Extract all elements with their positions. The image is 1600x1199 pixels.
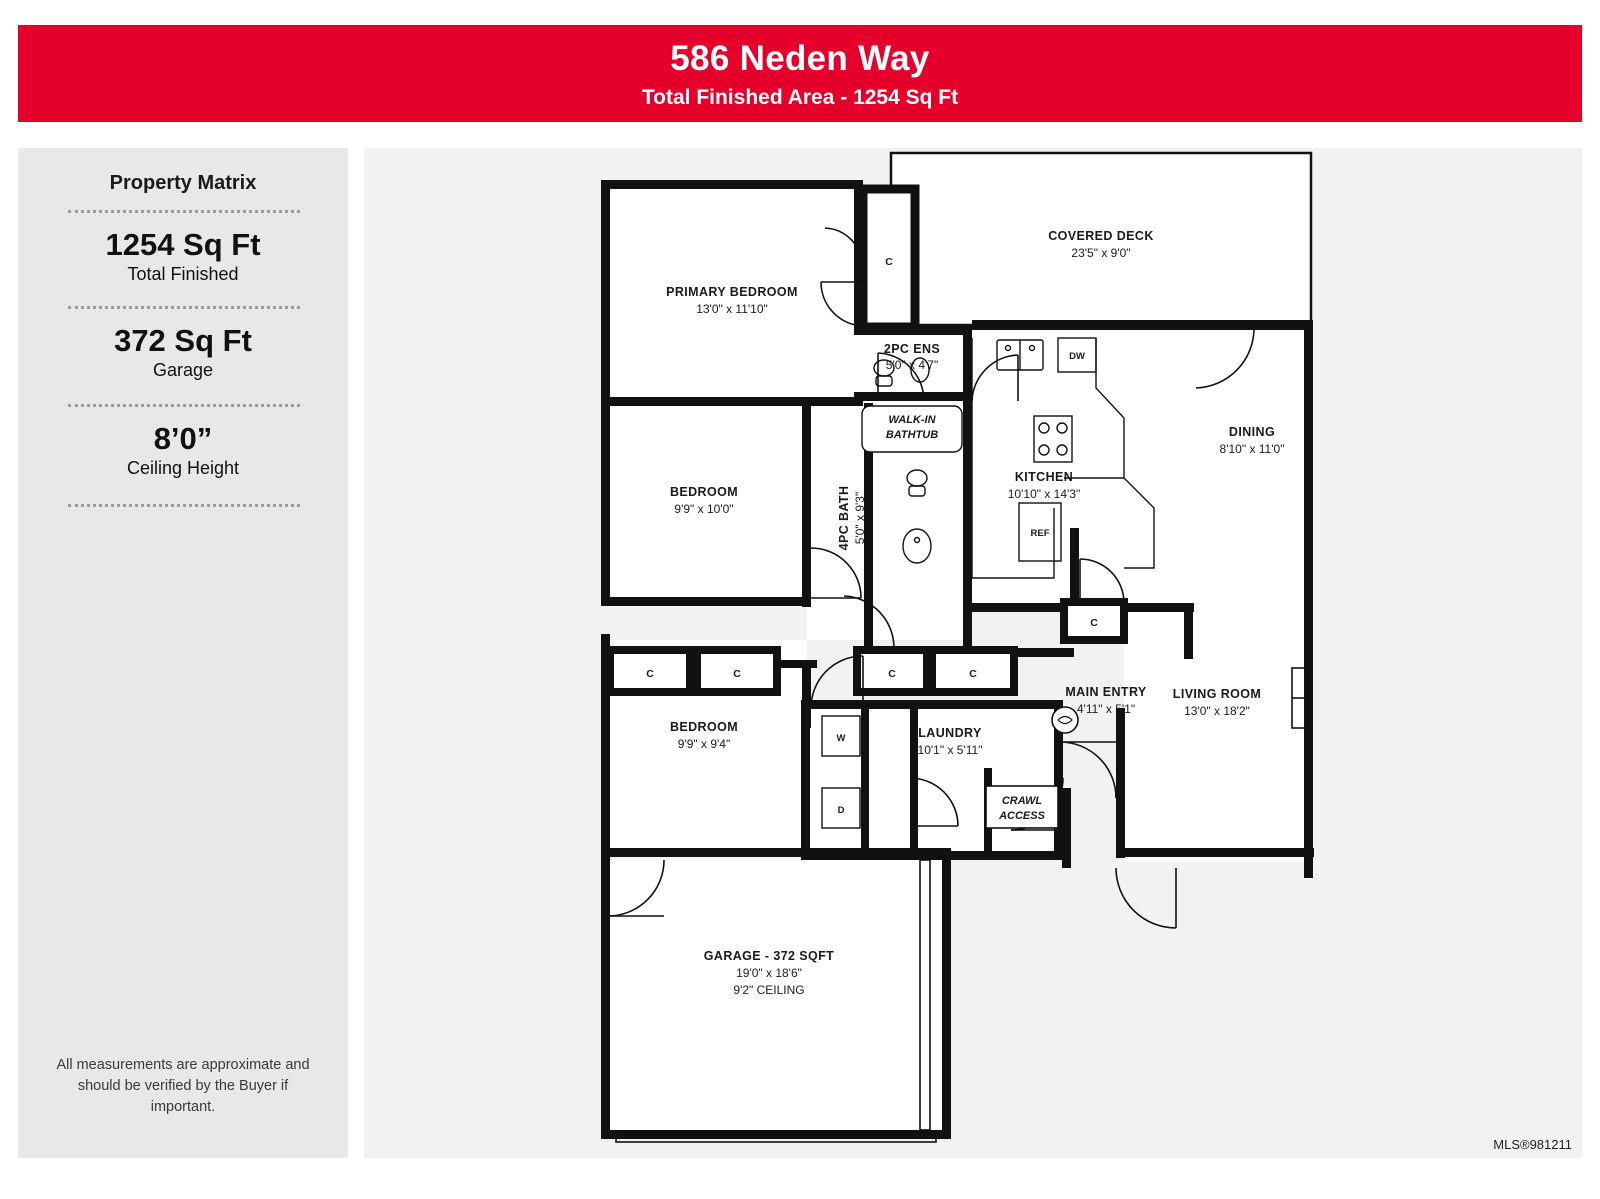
room-dim-covered-deck: 23'5" x 9'0" (1071, 246, 1131, 260)
room-dim-2pc-ens: 5'0" x 4'7" (885, 358, 939, 372)
floorplan-drawing (364, 148, 1582, 1158)
walk-in-bathtub-label-line1: WALK-IN (888, 414, 936, 426)
room-dim-living-room: 13'0" x 18'2" (1184, 704, 1250, 718)
room-dim-garage: 19'0" x 18'6" (736, 966, 802, 980)
closet-label: C (888, 668, 896, 680)
room-label-laundry: LAUNDRY (918, 726, 982, 740)
measurements-disclaimer: All measurements are approximate and should be verified by the Buyer if important. (56, 1056, 310, 1115)
dishwasher-label: DW (1069, 351, 1085, 362)
room-label-main-entry: MAIN ENTRY (1065, 685, 1147, 699)
stat-total-finished-value: 1254 Sq Ft (105, 227, 261, 262)
room-label-covered-deck: COVERED DECK (1048, 229, 1154, 243)
divider (68, 210, 300, 213)
room-dim-bedroom-3: 9'9" x 9'4" (677, 737, 731, 751)
washer-label: W (836, 733, 846, 744)
room-label-4pc-bath: 4PC BATH (837, 485, 851, 551)
room-label-garage: GARAGE - 372 SQFT (703, 949, 835, 963)
floorplan-canvas (364, 148, 1582, 1158)
crawl-access-label-line2: ACCESS (999, 810, 1045, 822)
room-label-2pc-ens: 2PC ENS (883, 342, 941, 356)
crawl-access-label-line1: CRAWL (1001, 795, 1043, 807)
header-banner (18, 25, 1582, 122)
divider (68, 404, 300, 407)
room-label-bedroom-3: BEDROOM (669, 720, 739, 734)
room-label-primary-bedroom: PRIMARY BEDROOM (666, 285, 798, 299)
room-dim-main-entry: 4'11" x 5'1" (1076, 702, 1136, 716)
room-ceiling-garage: 9'2" CEILING (733, 983, 805, 997)
page-title: 586 Neden Way (670, 39, 930, 78)
closet-label: C (646, 668, 654, 680)
room-dim-laundry: 10'1" x 5'11" (917, 743, 983, 757)
divider (68, 306, 300, 309)
dryer-label: D (837, 805, 845, 816)
room-dim-bedroom-2: 9'9" x 10'0" (674, 502, 734, 516)
property-matrix-panel (18, 148, 348, 1158)
stat-ceiling-height-label: Ceiling Height (126, 458, 240, 479)
room-dim-primary-bedroom: 13'0" x 11'10" (696, 302, 768, 316)
stat-ceiling-height-value: 8’0” (153, 421, 213, 456)
mls-number: MLS®981211 (1493, 1137, 1572, 1152)
room-dim-dining: 8'10" x 11'0" (1219, 442, 1285, 456)
closet-label: C (1090, 617, 1098, 629)
stat-garage-label: Garage (152, 360, 214, 381)
property-matrix-heading: Property Matrix (109, 172, 257, 194)
stat-garage-value: 372 Sq Ft (114, 323, 252, 358)
divider (68, 504, 300, 507)
closet-label: C (885, 256, 893, 268)
entry-marker-icon (1052, 707, 1078, 733)
stat-total-finished-label: Total Finished (127, 264, 239, 285)
room-label-kitchen: KITCHEN (1014, 470, 1074, 484)
stat-total-finished (18, 228, 348, 288)
room-label-bedroom-2: BEDROOM (669, 485, 739, 499)
header-subtitle: Total Finished Area - 1254 Sq Ft (641, 86, 959, 109)
stat-ceiling-height (18, 422, 348, 482)
closet-label: C (969, 668, 977, 680)
refrigerator-label: REF (1030, 528, 1050, 539)
closet-label: C (733, 668, 741, 680)
room-label-living-room: LIVING ROOM (1172, 687, 1262, 701)
walk-in-bathtub-label-line2: BATHTUB (885, 429, 939, 441)
room-dim-kitchen: 10'10" x 14'3" (1007, 487, 1081, 501)
room-dim-4pc-bath: 5'0" x 9'3" (853, 491, 867, 545)
stat-garage (18, 324, 348, 384)
room-label-dining: DINING (1228, 425, 1276, 439)
